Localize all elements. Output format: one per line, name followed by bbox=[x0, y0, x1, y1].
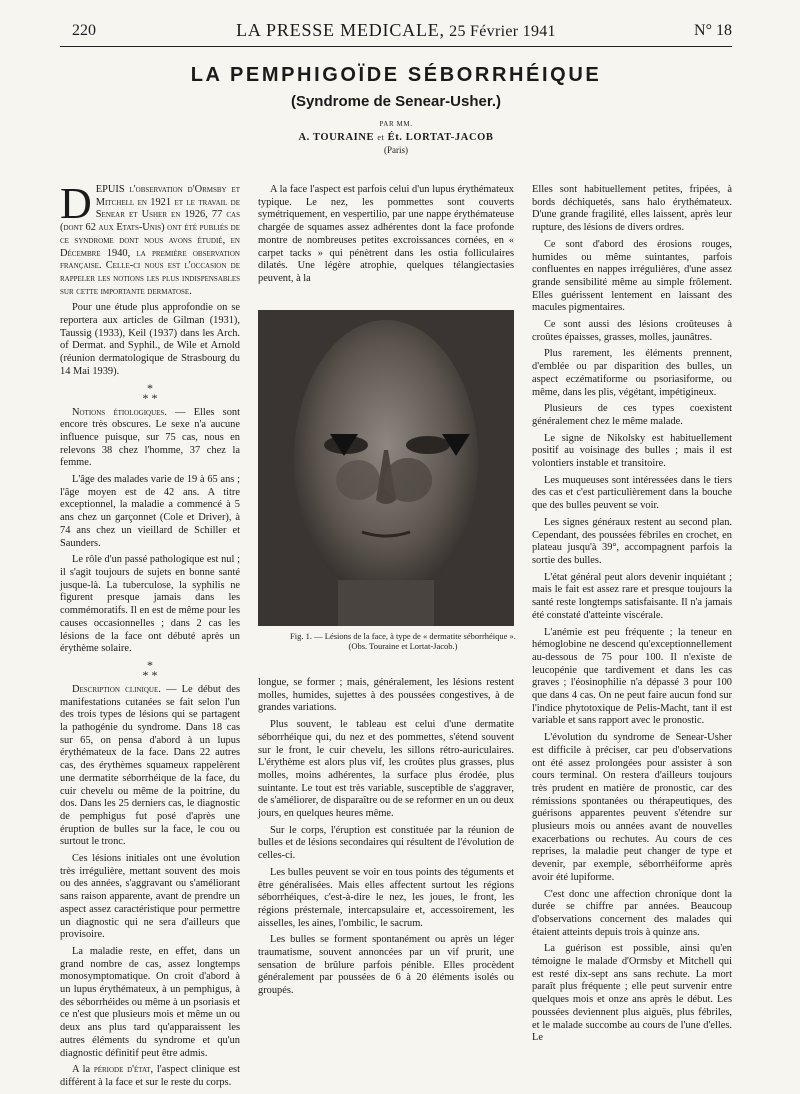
paragraph: A la face l'aspect est parfois celui d'un lupus érythémateux typique. Le nez, les pommettes sont couverts symétriquement, en vespertilio, par une nappe érythémateuse chargée de squames assez adhérentes dont la face profonde montre de nombreuses petites excroissances cornées, en « carpet tacks » qui pénètrent dans les ostia folliculaires dilatés. Une légère atrophie, quelques télangiectasies peuvent, à la bbox=[258, 184, 514, 284]
title-block bbox=[60, 64, 732, 155]
paragraph: Les signes généraux restent au second plan. Cependant, des poussées fébriles en crochet, en plateau jusqu'à 39°, accompagnent parfois la sortie des bulles. bbox=[532, 516, 732, 566]
text-fragment: l'aspect clinique est différent à la face et sur le reste du corps. bbox=[60, 1064, 240, 1088]
section-heading-etiology: Notions étiologiques. bbox=[72, 406, 167, 418]
face-photo-image bbox=[258, 310, 514, 626]
journal-line bbox=[60, 20, 732, 41]
paragraph bbox=[60, 1064, 240, 1089]
author-touraine: A. TOURAINE bbox=[298, 132, 375, 143]
byline-par: PAR MM. bbox=[379, 120, 413, 128]
author-conjunction: et bbox=[377, 133, 385, 142]
drop-cap: D bbox=[60, 179, 92, 228]
clinical-paragraph bbox=[60, 684, 240, 849]
paragraph: Plus rarement, les éléments prennent, d'emblée ou par disparition des bulles, un aspect eczématiforme ou psoriasiforme, ou même, dans les plis, végétant, impétigineux. bbox=[532, 348, 732, 398]
paragraph: Ce sont aussi des lésions croûteuses à croûtes épaisses, grasses, molles, jaunâtres. bbox=[532, 319, 732, 343]
caption-line-1: Fig. 1. — Lésions de la face, à type de « dermatite séborrhéique ». bbox=[290, 631, 516, 641]
paragraph: L'évolution du syndrome de Senear-Usher est difficile à préciser, car peu d'observations ont été assez prolongées pour assister à son cours terminal. On restera d'ailleurs toujours très prudent en matière de pronostic, car des rémissions spontanées ou thérapeutiques, des guérisons apparentes peuvent s'étendre sur plusieurs mois ou années avant de nouvelles exacerbations ou rechutes. Au cours de ces reprises, la maladie peut changer de type et devenir, par exemple, séborrhéiforme après avoir été lupiforme. bbox=[532, 732, 732, 883]
paragraph: L'état général peut alors devenir inquiétant ; mais le fait est assez rare et presque toujours la santé reste longtemps satisfaisante. Il n'a jamais été constaté d'atteinte viscérale. bbox=[532, 571, 732, 621]
column-2-bottom bbox=[258, 677, 514, 1002]
text-fragment: A la bbox=[72, 1064, 91, 1076]
author-lortat-jacob: Ét. LORTAT-JACOB bbox=[387, 132, 494, 143]
intro-text: EPUIS l'observation d'Ormsby et Mitchell en 1921 et le travail de Senear et Usher en 1926, 77 cas (dont 62 aux Etats-Unis) ont été publiés de ce syndrome dont nous avons étudié, en Décembre 1940, la première observation française. Celle-ci nous est l'occasion de rappeler les notions les plus indispensables sur cette importante dermatose. bbox=[60, 184, 240, 297]
issue-date: 25 Février 1941 bbox=[449, 23, 556, 40]
header-rule bbox=[60, 46, 732, 47]
section-stars: * * * bbox=[142, 657, 158, 682]
paragraph: longue, se former ; mais, généralement, les lésions restent molles, humides, sujettes à des poussées congestives, à de grandes variations. bbox=[258, 677, 514, 714]
article-title: LA PEMPHIGOÏDE SÉBORRHÉIQUE bbox=[190, 64, 602, 86]
section-heading-etat: période d'état, bbox=[93, 1064, 154, 1076]
paragraph: Pour une étude plus approfondie on se reportera aux articles de Gilman (1931), Taussig (1933), Keil (1937) dans les Arch. of Dermat. and Syphil., de Wile et Arnold (réunion dermatologique de Strasbourg du 14 Mai 1939). bbox=[60, 302, 240, 377]
etiology-text: — Elles sont encore très obscures. Le sexe n'a aucune influence puisque, sur 75 cas, nous en relevons 38 chez l'homme, 37 chez la femme. bbox=[60, 406, 240, 469]
column-3 bbox=[532, 184, 732, 1049]
figure-caption bbox=[258, 631, 548, 651]
paragraph: Elles sont habituellement petites, fripées, à bords déchiquetés, sans halo érythémateux. D'une grande fragilité, elles laissent, après leur rupture, des lésions de divers ordres. bbox=[532, 184, 732, 234]
paragraph: L'anémie est peu fréquente ; la teneur en hémoglobine ne descend qu'exceptionnellement au-dessous de 75 pour 100. Il n'existe de leucopénie que tardivement et dans les cas graves ; l'éosinophilie n'a dépassé 3 pour 100 que dans 4 cas. On ne peut faire aucun fond sur l'indice phytotoxique de Pelis-Macht, tant il est variable et sans rapport avec le pronostic. bbox=[532, 626, 732, 727]
clinical-text: — Le début des manifestations cutanées se fait selon l'un des trois types de lésions qui se partagent la pathogénie du syndrome. Dans 18 cas sur 65, on pensa d'abord à un lupus érythémateux de la face. Dans 22 autres cas, des érythèmes squameux rappelèrent une dermatite séborrhéique de la face, du cuir chevelu ou même de la poitrine, du dos. Dans les 25 derniers cas, le diagnostic de pemphigus fut posé d'après une éruption de bulles sur la face, le cou ou surtout le tronc. bbox=[60, 683, 241, 848]
page-number: 220 bbox=[72, 22, 96, 39]
intro-paragraph bbox=[60, 179, 240, 298]
section-stars: * * * bbox=[142, 380, 158, 405]
paragraph: C'est donc une affection chronique dont la durée se chiffre par années. Beaucoup d'observations concernent des malades qui étaient atteints depuis trois à quinze ans. bbox=[532, 888, 732, 938]
column-2-top bbox=[258, 184, 514, 290]
caption-line-2: (Obs. Touraine et Lortat-Jacob.) bbox=[348, 641, 458, 651]
issue-number: N° 18 bbox=[694, 22, 732, 39]
authors bbox=[60, 132, 732, 143]
page-header bbox=[60, 20, 732, 46]
paragraph: Ce sont d'abord des érosions rouges, humides ou même suintantes, parfois confluentes en nappes irrégulières, d'une assez grande sensibilité même au simple frôlement. Elles guérissent lentement en laissant des macules pigmentaires. bbox=[532, 238, 732, 314]
column-1 bbox=[60, 179, 241, 1094]
paragraph: Sur le corps, l'éruption est constituée par la réunion de bulles et de lésions secondaires qui résultent de l'évolution de celles-ci. bbox=[258, 824, 514, 862]
paragraph: Ces lésions initiales ont une évolution très irrégulière, mettant souvent des mois ou des années, s'aggravant ou s'améliorant sans raison apparente, avant de prendre un aspect assez caractéristique pour permettre un diagnostic qui ne sera d'ailleurs que provisoire. bbox=[60, 853, 240, 941]
article-subtitle: (Syndrome de Senear-Usher.) bbox=[290, 93, 502, 110]
paragraph: Plus souvent, le tableau est celui d'une dermatite séborrhéique qui, du nez et des pommettes, s'étend souvent sur le front, le cuir chevelu, les sillons rétro-auriculaires. L'érythème est alors plus vif, les croûtes plus grasses, plus molles, moins adhérentes, la surface plus érodée, plus suintante. Le tout est très variable, susceptible de s'aggraver, de s'améliorer, de disparaître ou de se reformer en un ou deux jours, en quelques heures même. bbox=[258, 719, 514, 820]
paragraph: Les bulles se forment spontanément ou après un léger traumatisme, souvent annoncées par un vif prurit, une sensation de brûlure parfois pénible. Elles procèdent généralement par poussées de 6 à 20 éléments isolés ou groupés. bbox=[258, 934, 514, 997]
journal-name: LA PRESSE MEDICALE, bbox=[236, 20, 445, 40]
paragraph: Le rôle d'un passé pathologique est nul ; il s'agit toujours de sujets en bonne santé jusque-là. La tuberculose, la syphilis ne figurent presque jamais dans les commémoratifs. Il en est de même pour les causes occasionnelles ; dans 2 cas les lésions de la face ont débuté après un érythème solaire. bbox=[60, 554, 240, 655]
paragraph: La maladie reste, en effet, dans un grand nombre de cas, assez longtemps monosymptomatique. On croit d'abord à un lupus érythémateux, à un pemphigus, à des séborrhéides ou même à un psoriasis et ce n'est que plusieurs mois et même un ou deux ans plus tard qu'apparaissent les autres éléments du syndrome et qu'un diagnostic définitif peut être admis. bbox=[60, 945, 240, 1059]
paragraph: Plusieurs de ces types coexistent généralement chez le même malade. bbox=[532, 403, 732, 427]
figure-face-photo bbox=[258, 310, 514, 626]
paragraph: La guérison est possible, ainsi qu'en témoigne le malade d'Ormsby et Mitchell qui est resté dix-sept ans sans rechute. La mort paraît plus fréquente ; elle peut survenir entre quelques mois et onze ans après le début. Les poussées deviennent plus aiguës, plus fébriles, et le malade succombe au cours de l'une d'elles. Le bbox=[532, 943, 732, 1044]
paragraph: L'âge des malades varie de 19 à 65 ans ; l'âge moyen est de 42 ans. A titre exceptionnel, la maladie a commencé à 5 ans chez un garçonnet (Cole et Driver), à 74 ans chez un vieillard de Schiller et Saunders. bbox=[60, 474, 240, 549]
paragraph: Les muqueuses sont intéressées dans le tiers des cas et c'est particulièrement dans la bouche que des bulles peuvent se voir. bbox=[532, 474, 732, 512]
etiology-paragraph bbox=[60, 407, 240, 471]
author-place: (Paris) bbox=[384, 145, 408, 155]
section-heading-clinical: Description clinique. bbox=[72, 683, 161, 695]
paragraph: Le signe de Nikolsky est habituellement positif au voisinage des bulles ; mais il est volontiers instable et transitoire. bbox=[532, 432, 732, 470]
paragraph: Les bulles peuvent se voir en tous points des téguments et être généralisées. Mais elles affectent surtout les régions séborrhéiques, c'est-à-dire le nez, les joues, le front, les régions présternale, intercapsulaire et, accessoirement, les aisselles, les aines, l'ombilic, le sacrum. bbox=[258, 866, 514, 929]
